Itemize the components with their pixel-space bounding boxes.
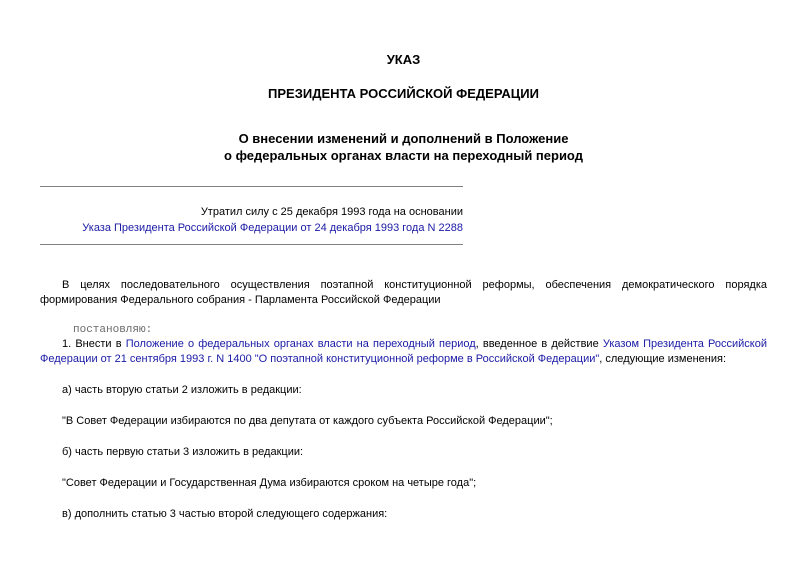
item-1-paragraph — [40, 337, 767, 367]
item-1-suffix: , следующие изменения: — [599, 353, 727, 365]
issuer-title: ПРЕЗИДЕНТА РОССИЙСКОЙ ФЕДЕРАЦИИ — [268, 86, 539, 101]
item-c-paragraph: в) дополнить статью 3 частью второй следующего содержания: — [62, 508, 388, 520]
preamble-paragraph: В целях последовательного осуществления поэтапной конституционной реформы, обеспечения демократического порядка формирования Федерального собрания - Парламента Российской Федерации — [40, 279, 767, 306]
item-a-quote: "В Совет Федерации избираются по два депутата от каждого субъекта Российской Федерации"; — [62, 415, 553, 427]
decree-subject — [0, 130, 807, 164]
regulation-link[interactable]: Положение о федеральных органах власти на переходный период — [125, 338, 476, 350]
divider-top — [40, 186, 463, 187]
item-1-middle: , введенное в действие — [475, 338, 603, 350]
item-b-paragraph: б) часть первую статьи 3 изложить в редакции: — [62, 446, 304, 458]
repealing-decree-link[interactable]: Указа Президента Российской Федерации от 24 декабря 1993 года N 2288 — [82, 222, 463, 234]
status-note-link-row — [40, 221, 463, 235]
item-b-quote: "Совет Федерации и Государственная Дума избираются сроком на четыре года"; — [62, 477, 477, 489]
item-1-prefix: 1. Внести в — [62, 338, 126, 350]
item-a-paragraph: а) часть вторую статьи 2 изложить в редакции: — [62, 384, 302, 396]
doc-type-title: УКАЗ — [386, 52, 421, 67]
decree-subject-line1: О внесении изменений и дополнений в Положение — [238, 131, 569, 146]
divider-bottom — [40, 244, 463, 245]
decree-1400-link[interactable]: Указом Президента Российской Федерации от 21 сентября 1993 г. N 1400 "О поэтапной конституционной реформе в Российской Федерации" — [40, 338, 767, 365]
status-note-text: Утратил силу с 25 декабря 1993 года на основании — [200, 206, 463, 218]
decree-word: постановляю: — [73, 324, 153, 336]
decree-subject-line2: о федеральных органах власти на переходный период — [224, 148, 583, 163]
